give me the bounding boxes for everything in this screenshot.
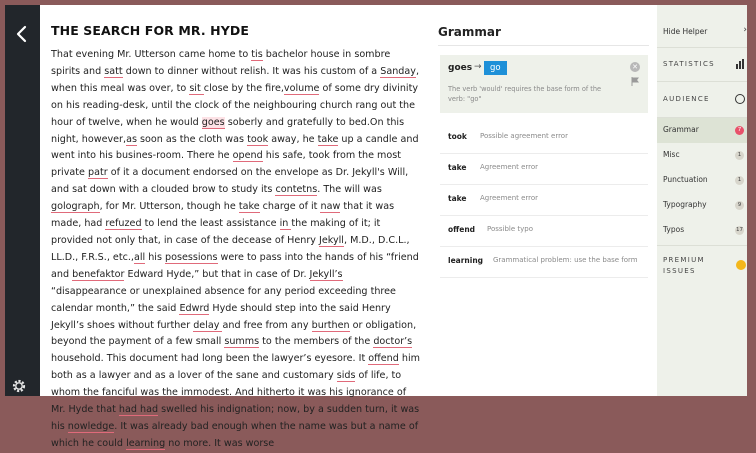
category-grammar[interactable]: [657, 118, 751, 143]
text-run: to lend the least assistance: [141, 218, 280, 230]
issue-word: offend: [448, 225, 476, 234]
flagged-word[interactable]: satt: [104, 65, 123, 77]
chevron-right-icon[interactable]: ›: [743, 25, 747, 35]
grammar-panel-title: Grammar: [438, 25, 501, 39]
category-label: Misc: [663, 150, 680, 159]
flagged-word[interactable]: offend: [368, 353, 399, 365]
sidebar-divider: [657, 81, 751, 82]
text-run: , when this meal was over, to: [51, 65, 420, 94]
suggestion-explanation: The verb 'would' requires the base form of the verb: "go": [448, 85, 602, 103]
text-run: up a candle and went into his busines-room. There he: [51, 133, 419, 162]
issue-description: Agreement error: [480, 194, 539, 202]
flagged-word[interactable]: Sanday: [380, 65, 416, 77]
text-run: away, he: [268, 133, 318, 145]
text-run: Edward Hyde,” but that in case of Dr.: [124, 268, 310, 280]
issue-description: Possible agreement error: [480, 132, 568, 140]
issue-word: learning: [448, 256, 484, 265]
flagged-word[interactable]: Jekyll’s: [309, 268, 343, 280]
text-run: his safe, took from the most private: [51, 150, 402, 179]
sidebar-divider: [657, 47, 751, 48]
issue-item[interactable]: [440, 216, 648, 247]
text-run: , M.D., D.C.L., LL.D., F.R.S., etc.,: [51, 234, 410, 263]
text-run: to the members of the: [259, 336, 374, 348]
text-run: and free from any: [222, 319, 312, 331]
flagged-word[interactable]: volume: [283, 82, 320, 94]
issue-word: take: [448, 163, 467, 172]
text-run: household. This document had long been the lawyer’s eyesore. It: [51, 353, 369, 365]
text-run: soon as the cloth was: [136, 133, 248, 145]
category-misc[interactable]: [657, 143, 751, 168]
text-run: that it was made, had: [51, 201, 395, 230]
category-typos[interactable]: [657, 218, 751, 243]
flagged-word[interactable]: delay: [193, 319, 223, 331]
flagged-word[interactable]: benefaktor: [72, 268, 125, 280]
text-run: of some dry divinity on his reading-desk, until the clock of the neighbouring church rang out the hour of twelve, when he would: [51, 82, 419, 128]
flagged-word[interactable]: all: [133, 251, 146, 263]
flagged-word[interactable]: refuzed: [105, 218, 142, 230]
flagged-word[interactable]: naw: [320, 201, 341, 213]
issue-description: Grammatical problem: use the base form: [493, 256, 638, 264]
flagged-word[interactable]: tis: [251, 49, 263, 60]
text-run: , for Mr. Utterson, though he: [99, 201, 239, 213]
flagged-word[interactable]: burthen: [311, 319, 350, 331]
text-run: his: [145, 251, 166, 263]
flagged-word[interactable]: Jekyll: [319, 234, 344, 246]
gear-icon[interactable]: [11, 378, 27, 394]
flagged-word[interactable]: doctor’s: [373, 336, 413, 348]
issue-item[interactable]: [440, 185, 648, 216]
text-run: That evening Mr. Utterson came home to: [51, 49, 252, 60]
flag-icon[interactable]: [631, 77, 640, 86]
text-run: Hyde should step into the said Henry Jekyll’s shoes without further: [51, 302, 391, 331]
text-run: close by the fire,: [203, 82, 284, 94]
category-punctuation[interactable]: [657, 168, 751, 193]
premium-badge-icon: [736, 260, 746, 270]
flagged-word[interactable]: goes: [201, 116, 225, 128]
category-count-badge: 1: [735, 176, 744, 185]
dismiss-icon[interactable]: ✕: [630, 62, 640, 72]
flagged-word[interactable]: as: [126, 133, 137, 145]
category-count-badge: 7: [735, 126, 744, 135]
text-run: were to pass into the hands of his “friend and: [51, 251, 419, 280]
text-run: no more. It was worse: [165, 437, 275, 449]
back-arrow-icon[interactable]: [11, 23, 33, 45]
audience-link[interactable]: AUDIENCE: [663, 95, 710, 103]
helper-sidebar: [657, 5, 751, 396]
text-run: down to dinner without relish. It was his custom of a: [122, 65, 381, 77]
text-run: or obligation, beyond the payment of a few small: [51, 319, 417, 348]
bar-chart-icon: [735, 59, 745, 69]
flagged-word[interactable]: golograph: [51, 201, 100, 213]
text-run: soberly and gratefully to bed.On this night, however,: [51, 116, 405, 145]
flagged-word[interactable]: posessions: [165, 251, 218, 263]
text-run: . It was already bad enough when the name was but a name of which he could: [51, 420, 419, 449]
flagged-word[interactable]: in: [279, 218, 292, 230]
category-label: Typography: [663, 200, 707, 209]
category-label: Punctuation: [663, 175, 708, 184]
flagged-word[interactable]: take: [317, 133, 339, 145]
category-count-badge: 17: [736, 227, 743, 233]
flagged-word[interactable]: Edwrd: [179, 302, 210, 314]
text-run: the making of it; it provided not only that, in case of the decease of Henry: [51, 218, 381, 246]
text-run: of life, to whom the fanciful was the immodest. And hitherto it was his ignorance of Mr. Hyde that: [51, 370, 407, 416]
suggestion-button[interactable]: go: [484, 61, 507, 75]
flagged-word[interactable]: opend: [232, 150, 263, 162]
document-title: THE SEARCH FOR MR. HYDE: [51, 23, 249, 38]
statistics-link[interactable]: STATISTICS: [663, 60, 715, 68]
grammar-panel: [438, 5, 649, 396]
flagged-word[interactable]: contetns: [275, 184, 318, 196]
text-run: him both as a lawyer and as a lover of the sane and customary: [51, 353, 420, 382]
flagged-word[interactable]: learning: [126, 437, 166, 449]
hide-helper-button[interactable]: Hide Helper: [663, 27, 708, 36]
flagged-word[interactable]: sit: [189, 82, 204, 94]
issue-item[interactable]: [440, 247, 648, 278]
flagged-word: goes: [448, 63, 473, 73]
flagged-word[interactable]: had had: [118, 404, 159, 416]
active-suggestion-card[interactable]: [440, 55, 648, 113]
issue-item[interactable]: [440, 123, 648, 154]
text-run: “disappearance or unexplained absence for any period exceeding three calendar month,” the said: [51, 285, 396, 314]
category-label: Typos: [663, 225, 685, 234]
arrow-icon: →: [474, 62, 482, 72]
flagged-word[interactable]: took: [247, 133, 269, 145]
document-area[interactable]: [51, 23, 421, 449]
panel-divider: [438, 45, 649, 46]
target-icon: [735, 94, 745, 104]
flagged-word[interactable]: sids: [336, 370, 356, 382]
sidebar-divider: [657, 245, 751, 246]
issue-word: took: [448, 132, 467, 141]
text-run: of it a document endorsed on the envelope as Dr. Jekyll's Will, and sat down with a clouded brow to study its: [51, 167, 409, 196]
document-text[interactable]: [51, 47, 421, 453]
category-label: Grammar: [663, 125, 699, 134]
text-run: . The will was: [317, 184, 382, 196]
issue-description: Agreement error: [480, 163, 539, 171]
flagged-word[interactable]: patr: [87, 167, 108, 179]
category-count-badge: 1: [735, 151, 744, 160]
window-edge: [747, 5, 751, 396]
flagged-word[interactable]: summs: [224, 336, 260, 348]
left-rail: [5, 5, 40, 396]
issue-item[interactable]: [440, 154, 648, 185]
premium-issues-link[interactable]: PREMIUM ISSUES: [663, 256, 705, 275]
category-typography[interactable]: [657, 193, 751, 218]
text-run: charge of it: [259, 201, 321, 213]
issue-description: Possible typo: [487, 225, 534, 233]
issue-word: take: [448, 194, 467, 203]
text-run: swelled his indignation; now, by a sudden turn, it was his: [51, 404, 420, 432]
flagged-word[interactable]: take: [238, 201, 260, 213]
text-run: bachelor house in sombre spirits and: [51, 49, 391, 77]
category-count-badge: 9: [735, 201, 744, 210]
editor-window: [5, 5, 751, 449]
flagged-word[interactable]: nowledge: [67, 420, 115, 432]
